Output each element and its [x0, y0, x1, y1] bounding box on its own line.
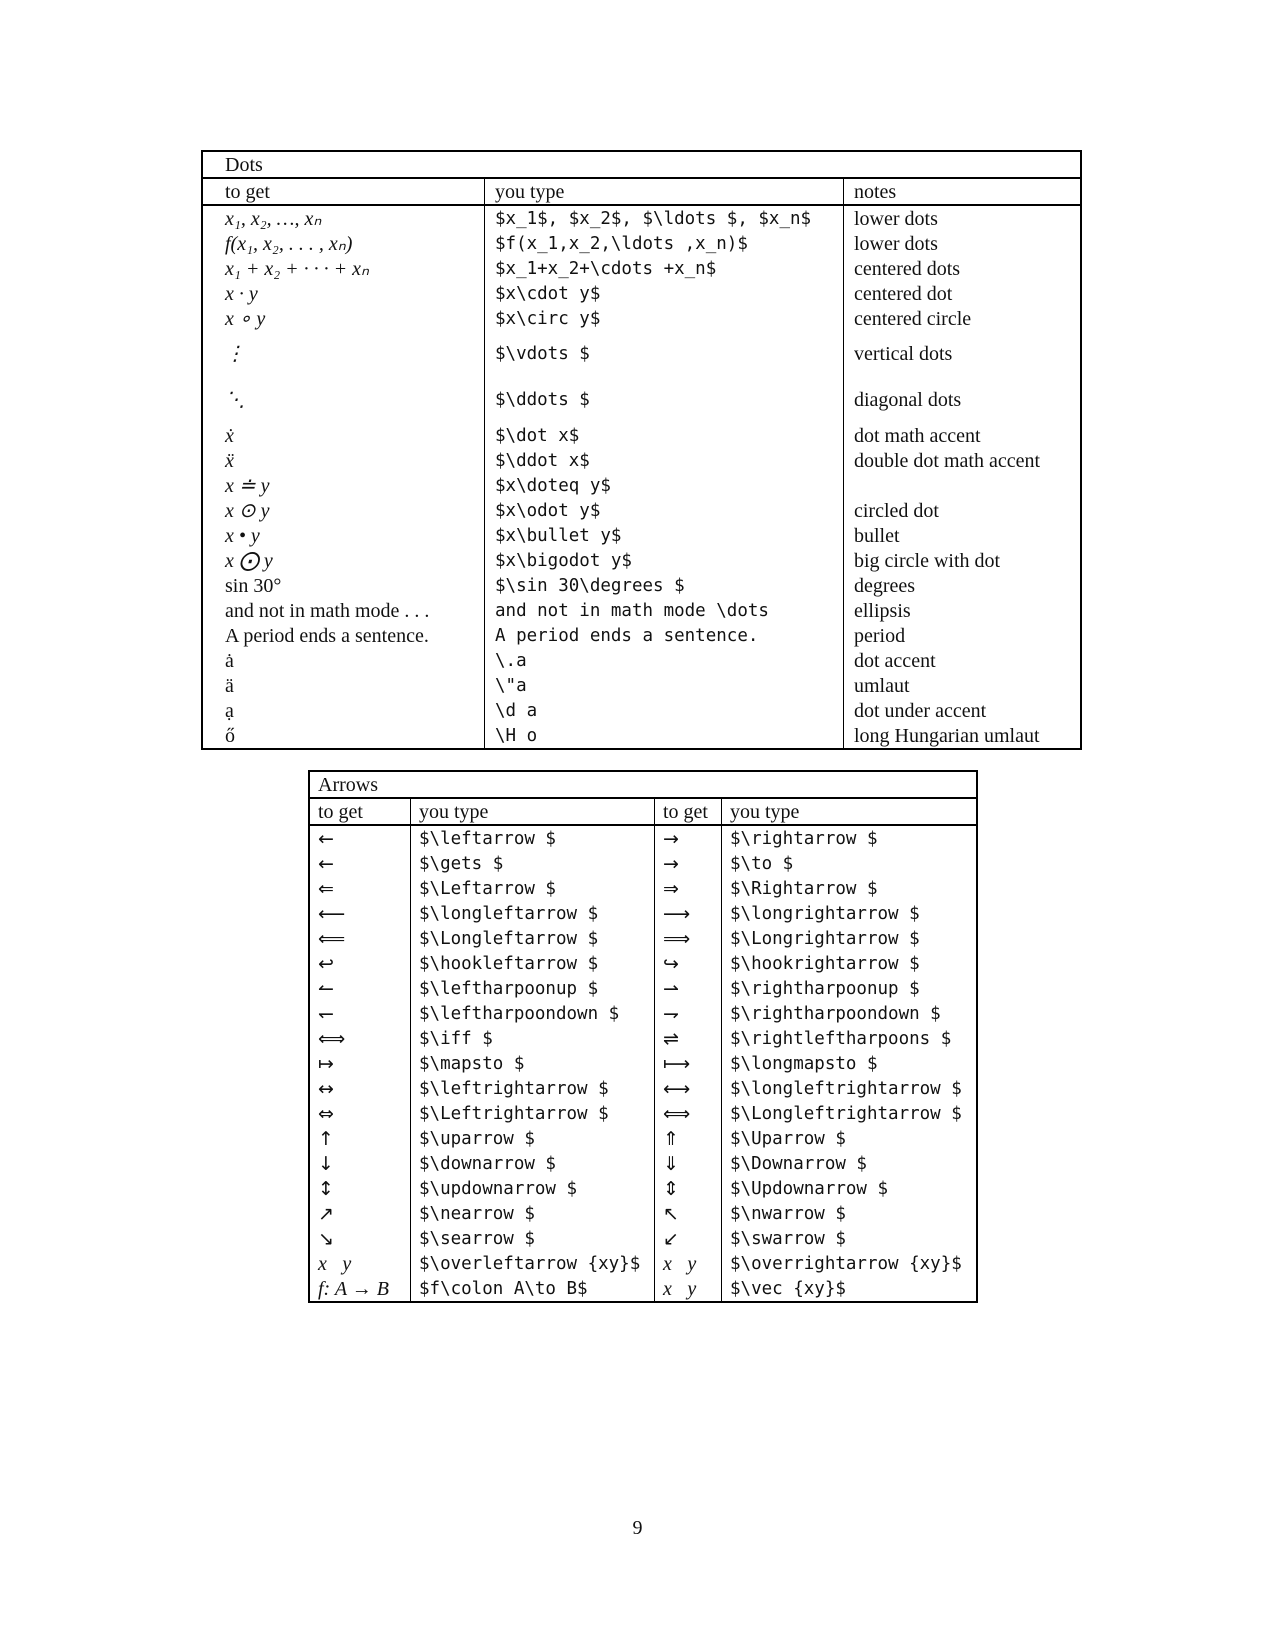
- arrows-cell-you-type-right: $\Longrightarrow $: [730, 928, 920, 949]
- dots-row: [202, 306, 1081, 331]
- arrows-cell-to-get-right: ↪: [655, 951, 722, 976]
- arrows-cell-you-type-right: $\Downarrow $: [730, 1153, 867, 1174]
- dots-cell-to-get: ạ: [202, 698, 485, 723]
- arrows-cell-to-get-right: ⟶: [655, 901, 722, 926]
- dots-cell-notes: diagonal dots: [854, 389, 962, 411]
- dots-cell-you-type: and not in math mode \dots: [485, 598, 844, 623]
- dots-cell-notes: umlaut: [854, 674, 910, 697]
- dots-cell-notes: dot under accent: [854, 699, 987, 722]
- arrows-cell-to-get-right: ⇌: [655, 1026, 722, 1051]
- dots-row: [202, 377, 1081, 423]
- arrows-row: [309, 1076, 977, 1101]
- dots-cell-to-get: and not in math mode . . .: [202, 598, 485, 623]
- dots-cell-notes: dot math accent: [854, 424, 981, 447]
- dots-cell-you-type: \d a: [485, 698, 844, 723]
- arrows-cell-to-get-left: ⟸: [309, 926, 411, 951]
- arrows-cell-you-type-right: $\rightharpoondown $: [730, 1003, 941, 1024]
- arrows-row: [309, 851, 977, 876]
- dots-table: [201, 150, 1082, 750]
- arrows-cell-to-get-left: ↘: [309, 1226, 411, 1251]
- dots-cell-notes: circled dot: [854, 499, 939, 522]
- dots-cell-to-get: x ≐ y: [202, 473, 485, 498]
- arrows-header-row: [309, 798, 977, 825]
- arrows-cell-you-type-left: $\overleftarrow {xy}$: [411, 1251, 655, 1276]
- arrows-cell-you-type-right: $\rightarrow $: [730, 828, 878, 849]
- dots-cell-to-get: ẋ: [202, 423, 485, 448]
- dots-header-row: [202, 178, 1081, 205]
- dots-row: [202, 473, 1081, 498]
- arrows-row: [309, 825, 977, 851]
- arrows-table: [308, 770, 978, 1303]
- dots-cell-notes: vertical dots: [854, 343, 953, 365]
- dots-cell-to-get: x ∘ y: [202, 306, 485, 331]
- arrows-header-you-type-left: you type: [411, 798, 655, 825]
- dots-row: [202, 498, 1081, 523]
- arrows-header-to-get-right: to get: [655, 798, 722, 825]
- arrows-cell-you-type-right: $\rightleftharpoons $: [730, 1028, 952, 1049]
- dots-cell-notes: ellipsis: [854, 599, 911, 622]
- arrows-row: [309, 926, 977, 951]
- arrows-cell-you-type-left: $\iff $: [411, 1026, 655, 1051]
- arrows-cell-you-type-left: $\leftharpoonup $: [411, 976, 655, 1001]
- arrows-cell-you-type-left: $\Leftarrow $: [411, 876, 655, 901]
- dots-cell-you-type: \.a: [485, 648, 844, 673]
- arrows-row: [309, 1176, 977, 1201]
- dots-cell-to-get: x₁ + x₂ + · · · + xₙ: [202, 256, 485, 281]
- dots-header-you-type: you type: [485, 178, 844, 205]
- arrows-cell-to-get-left: ←: [309, 825, 411, 851]
- arrows-cell-you-type-right: $\Longleftrightarrow $: [730, 1103, 962, 1124]
- arrows-header-to-get-left: to get: [309, 798, 411, 825]
- dots-cell-notes: lower dots: [854, 207, 938, 230]
- arrows-cell-to-get-left: ↽: [309, 1001, 411, 1026]
- dots-cell-you-type: $\dot x$: [485, 423, 844, 448]
- dots-cell-you-type: $x\bullet y$: [485, 523, 844, 548]
- arrows-cell-to-get-right: →: [655, 825, 722, 851]
- dots-row: [202, 573, 1081, 598]
- arrows-cell-you-type-left: $\updownarrow $: [411, 1176, 655, 1201]
- dots-cell-to-get: x • y: [202, 523, 485, 548]
- arrows-cell-you-type-left: $\searrow $: [411, 1226, 655, 1251]
- dots-cell-notes: lower dots: [854, 232, 938, 255]
- dots-row: [202, 256, 1081, 281]
- dots-cell-notes: centered dots: [854, 257, 961, 280]
- arrows-cell-you-type-right: $\swarrow $: [730, 1228, 846, 1249]
- arrows-cell-you-type-left: $\Leftrightarrow $: [411, 1101, 655, 1126]
- dots-cell-to-get: ȧ: [202, 648, 485, 673]
- arrows-cell-you-type-left: $\uparrow $: [411, 1126, 655, 1151]
- arrows-row: [309, 1051, 977, 1076]
- arrows-cell-to-get-right: ⟷: [655, 1076, 722, 1101]
- dots-cell-to-get: f(x₁, x₂, . . . , xₙ): [202, 231, 485, 256]
- arrows-cell-to-get-right: x⃗y: [655, 1251, 722, 1276]
- dots-row: [202, 623, 1081, 648]
- arrows-row: [309, 1101, 977, 1126]
- arrows-cell-to-get-left: ⇔: [309, 1101, 411, 1126]
- arrows-cell-to-get-right: ↖: [655, 1201, 722, 1226]
- arrows-cell-to-get-left: ↦: [309, 1051, 411, 1076]
- arrows-row: [309, 1251, 977, 1276]
- arrows-cell-you-type-right: $\vec {xy}$: [730, 1278, 846, 1299]
- dots-header-notes: notes: [844, 178, 1082, 205]
- dots-cell-to-get: ä: [202, 673, 485, 698]
- arrows-cell-to-get-right: →: [655, 851, 722, 876]
- dots-cell-to-get: A period ends a sentence.: [202, 623, 485, 648]
- arrows-cell-to-get-left: ←: [309, 851, 411, 876]
- dots-cell-you-type: $\vdots $: [485, 331, 844, 377]
- arrows-cell-you-type-right: $\rightharpoonup $: [730, 978, 920, 999]
- dots-row: [202, 423, 1081, 448]
- dots-cell-you-type: $x_1+x_2+\cdots +x_n$: [485, 256, 844, 281]
- dots-cell-you-type: $\ddot x$: [485, 448, 844, 473]
- arrows-cell-you-type-right: $\overrightarrow {xy}$: [730, 1253, 962, 1274]
- arrows-cell-to-get-left: ↑: [309, 1126, 411, 1151]
- dots-cell-you-type: $x\circ y$: [485, 306, 844, 331]
- arrows-row: [309, 976, 977, 1001]
- dots-cell-you-type: $\ddots $: [485, 377, 844, 423]
- arrows-cell-to-get-left: x⃖y: [309, 1251, 411, 1276]
- arrows-cell-to-get-left: ⟺: [309, 1026, 411, 1051]
- page-number: 9: [632, 1517, 643, 1539]
- dots-row: [202, 673, 1081, 698]
- dots-cell-you-type: $x_1$, $x_2$, $\ldots $, $x_n$: [485, 205, 844, 231]
- arrows-row: [309, 1001, 977, 1026]
- arrows-cell-you-type-right: $\Rightarrow $: [730, 878, 878, 899]
- arrows-cell-you-type-left: $\longleftarrow $: [411, 901, 655, 926]
- arrows-row: [309, 1276, 977, 1302]
- dots-row: [202, 548, 1081, 573]
- dots-cell-notes: double dot math accent: [854, 449, 1041, 472]
- arrows-cell-you-type-right: $\Updownarrow $: [730, 1178, 889, 1199]
- dots-title-row: [202, 151, 1081, 178]
- dots-row: [202, 231, 1081, 256]
- arrows-cell-you-type-left: $\mapsto $: [411, 1051, 655, 1076]
- arrows-cell-you-type-right: $\hookrightarrow $: [730, 953, 920, 974]
- dots-row: [202, 648, 1081, 673]
- arrows-cell-to-get-left: ↕: [309, 1176, 411, 1201]
- dots-cell-you-type: $x\bigodot y$: [485, 548, 844, 573]
- arrows-header-you-type-right: you type: [722, 798, 978, 825]
- arrows-cell-you-type-left: $\Longleftarrow $: [411, 926, 655, 951]
- arrows-cell-to-get-right: ⇓: [655, 1151, 722, 1176]
- arrows-cell-you-type-left: $\hookleftarrow $: [411, 951, 655, 976]
- arrows-row: [309, 1026, 977, 1051]
- dots-cell-notes: long Hungarian umlaut: [854, 724, 1040, 747]
- dots-row: [202, 281, 1081, 306]
- dots-cell-to-get: ⋱: [202, 377, 485, 423]
- dots-cell-notes: [844, 473, 1082, 498]
- dots-title: Dots: [202, 151, 1081, 178]
- arrows-row: [309, 1126, 977, 1151]
- arrows-cell-you-type-left: $\downarrow $: [411, 1151, 655, 1176]
- arrows-cell-to-get-right: x⃗y: [655, 1276, 722, 1302]
- arrows-cell-you-type-right: $\longmapsto $: [730, 1053, 878, 1074]
- arrows-table-body: [309, 771, 977, 1302]
- dots-row: [202, 523, 1081, 548]
- arrows-cell-to-get-right: ⇁: [655, 1001, 722, 1026]
- dots-row: [202, 698, 1081, 723]
- dots-row: [202, 331, 1081, 377]
- arrows-cell-to-get-left: ↼: [309, 976, 411, 1001]
- arrows-row: [309, 951, 977, 976]
- arrows-title: Arrows: [309, 771, 977, 798]
- dots-cell-you-type: $x\cdot y$: [485, 281, 844, 306]
- dots-cell-notes: centered circle: [854, 307, 972, 330]
- arrows-cell-to-get-right: ⇀: [655, 976, 722, 1001]
- dots-cell-you-type: $x\odot y$: [485, 498, 844, 523]
- dots-cell-notes: bullet: [854, 524, 900, 547]
- arrows-cell-to-get-left: ↔: [309, 1076, 411, 1101]
- arrows-cell-you-type-left: $f\colon A\to B$: [411, 1276, 655, 1302]
- arrows-row: [309, 1226, 977, 1251]
- dots-cell-you-type: $x\doteq y$: [485, 473, 844, 498]
- arrows-row: [309, 1201, 977, 1226]
- dots-cell-notes: centered dot: [854, 282, 953, 305]
- arrows-cell-to-get-right: ⟺: [655, 1101, 722, 1126]
- arrows-row: [309, 901, 977, 926]
- arrows-cell-to-get-left: f: A → B: [309, 1276, 411, 1302]
- arrows-cell-to-get-left: ↩: [309, 951, 411, 976]
- arrows-cell-you-type-left: $\gets $: [411, 851, 655, 876]
- dots-cell-to-get: x₁, x₂, …, xₙ: [202, 205, 485, 231]
- arrows-cell-you-type-right: $\nwarrow $: [730, 1203, 846, 1224]
- arrows-row: [309, 1151, 977, 1176]
- dots-row: [202, 448, 1081, 473]
- arrows-cell-you-type-right: $\longleftrightarrow $: [730, 1078, 962, 1099]
- arrows-cell-to-get-right: ⟼: [655, 1051, 722, 1076]
- arrows-cell-to-get-right: ⟹: [655, 926, 722, 951]
- arrows-cell-you-type-left: $\leftharpoondown $: [411, 1001, 655, 1026]
- arrows-cell-to-get-right: ⇑: [655, 1126, 722, 1151]
- arrows-cell-you-type-right: $\Uparrow $: [730, 1128, 846, 1149]
- arrows-cell-you-type-left: $\nearrow $: [411, 1201, 655, 1226]
- dots-cell-you-type: $\sin 30\degrees $: [485, 573, 844, 598]
- arrows-cell-you-type-left: $\leftarrow $: [411, 825, 655, 851]
- dots-cell-to-get: ⋮: [202, 331, 485, 377]
- arrows-cell-to-get-right: ⇕: [655, 1176, 722, 1201]
- dots-cell-notes: degrees: [854, 574, 916, 597]
- dots-header-to-get: to get: [202, 178, 485, 205]
- dots-cell-notes: big circle with dot: [854, 549, 1001, 572]
- dots-cell-to-get: sin 30°: [202, 573, 485, 598]
- arrows-cell-to-get-right: ⇒: [655, 876, 722, 901]
- arrows-cell-to-get-left: ⇐: [309, 876, 411, 901]
- arrows-title-row: [309, 771, 977, 798]
- dots-cell-to-get: ő: [202, 723, 485, 749]
- arrows-cell-to-get-right: ↙: [655, 1226, 722, 1251]
- dots-row: [202, 598, 1081, 623]
- dots-cell-to-get: ẍ: [202, 448, 485, 473]
- dots-cell-you-type: \H o: [485, 723, 844, 749]
- dots-table-body: [202, 151, 1081, 749]
- dots-cell-to-get: x ⊙ y: [202, 498, 485, 523]
- arrows-cell-you-type-right: $\to $: [730, 853, 794, 874]
- dots-cell-you-type: A period ends a sentence.: [485, 623, 844, 648]
- dots-cell-you-type: $f(x_1,x_2,\ldots ,x_n)$: [485, 231, 844, 256]
- arrows-cell-to-get-left: ⟵: [309, 901, 411, 926]
- dots-cell-you-type: \"a: [485, 673, 844, 698]
- arrows-cell-you-type-left: $\leftrightarrow $: [411, 1076, 655, 1101]
- arrows-cell-to-get-left: ↓: [309, 1151, 411, 1176]
- dots-cell-to-get: x · y: [202, 281, 485, 306]
- dots-row: [202, 205, 1081, 231]
- dots-row: [202, 723, 1081, 749]
- arrows-cell-you-type-right: $\longrightarrow $: [730, 903, 920, 924]
- arrows-row: [309, 876, 977, 901]
- dots-cell-to-get: x ⨀ y: [202, 548, 485, 573]
- arrows-cell-to-get-left: ↗: [309, 1201, 411, 1226]
- dots-cell-notes: dot accent: [854, 649, 936, 672]
- dots-cell-notes: period: [854, 624, 906, 647]
